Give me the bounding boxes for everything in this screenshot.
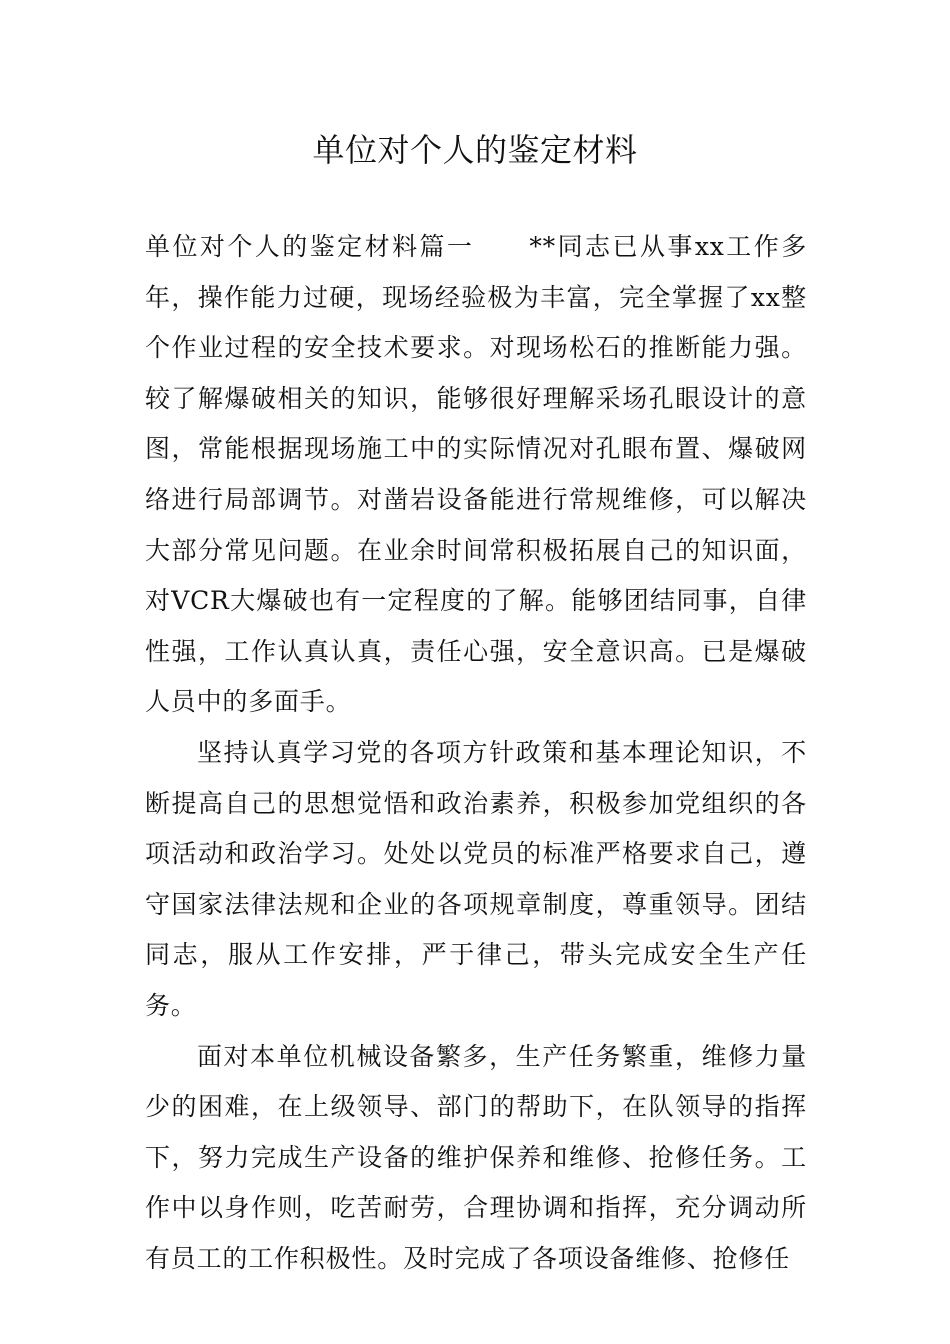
paragraph-1: 单位对个人的鉴定材料篇一 **同志已从事xx工作多年，操作能力过硬，现场经验极为丰富，完全掌握了xx整个作业过程的安全技术要求。对现场松石的推断能力强。较了解爆破相关的知识，能够很好理解采场孔眼设计的意图，常能根据现场施工中的实际情况对孔眼布置、爆破网络进行局部调节。对凿岩设备能进行常规维修，可以解决大部分常见问题。在业余时间常积极拓展自己的知识面，对VCR大爆破也有一定程度的了解。能够团结同事，自律性强，工作认真认真，责任心强，安全意识高。已是爆破人员中的多面手。	[145, 232, 807, 717]
document-title: 单位对个人的鉴定材料	[312, 131, 638, 169]
document-body	[145, 222, 807, 1284]
paragraph-3: 面对本单位机械设备繁多，生产任务繁重，维修力量少的困难，在上级领导、部门的帮助下，在队领导的指挥下，努力完成生产设备的维护保养和维修、抢修任务。工作中以身作则，吃苦耐劳，合理协调和指挥，充分调动所有员工的工作积极性。及时完成了各项设备维修、抢修任	[145, 1041, 807, 1273]
paragraph-2: 坚持认真学习党的各项方针政策和基本理论知识，不断提高自己的思想觉悟和政治素养，积极参加党组织的各项活动和政治学习。处处以党员的标准严格要求自己，遵守国家法律法规和企业的各项规章制度，尊重领导。团结同志，服从工作安排，严于律己，带头完成安全生产任务。	[145, 737, 807, 1020]
